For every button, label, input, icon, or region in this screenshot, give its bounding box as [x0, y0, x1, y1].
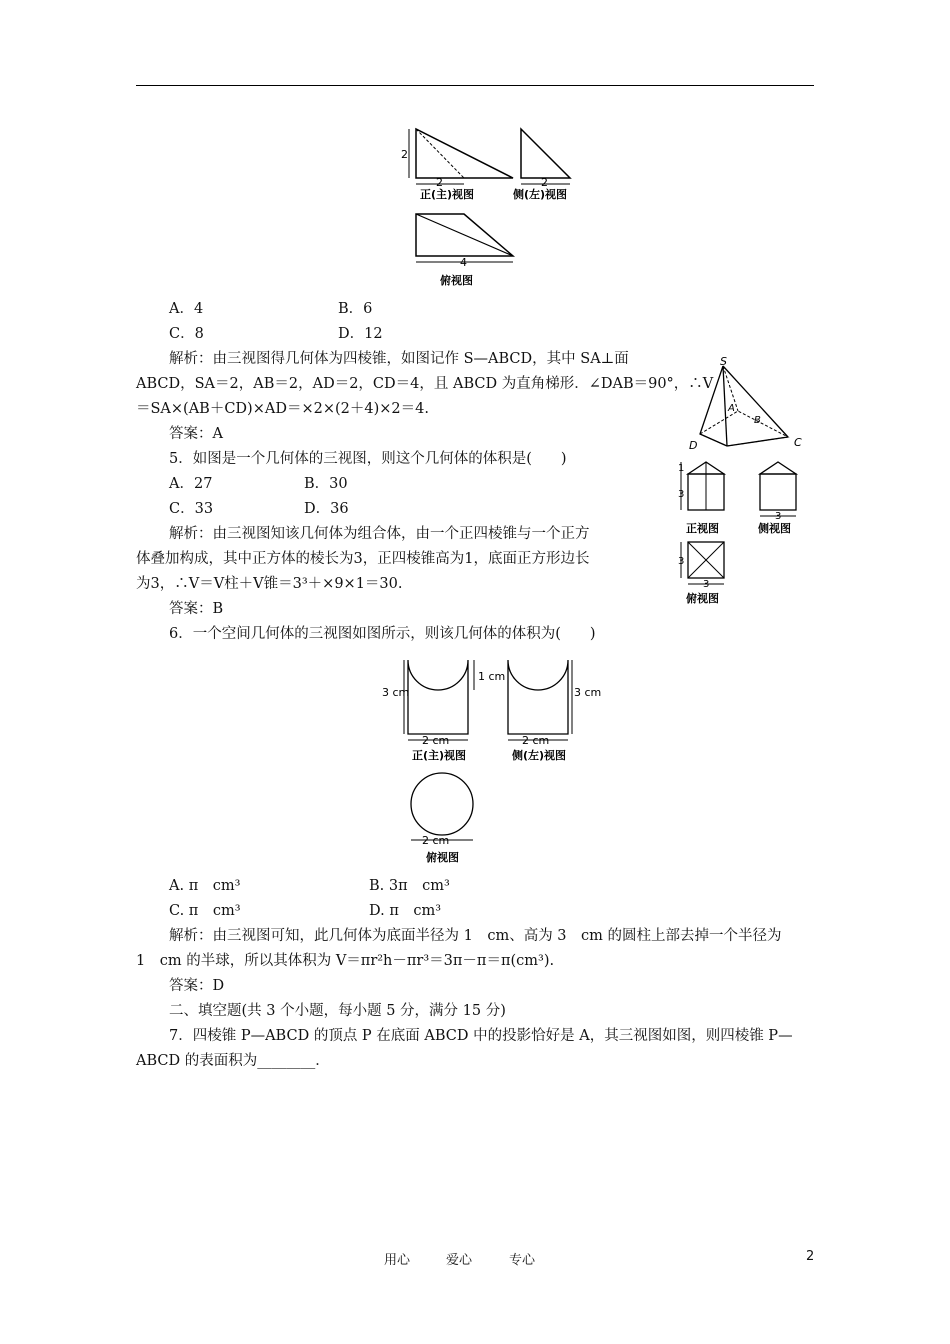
q5-option-d: D．36: [304, 501, 349, 517]
q7-line-2: ABCD 的表面积为________．: [136, 1053, 330, 1069]
q6-question: 6．一个空间几何体的三视图如图所示，则该几何体的体积为( ): [169, 626, 596, 642]
svg-text:2 cm: 2 cm: [422, 834, 450, 847]
q5-option-b: B．30: [304, 476, 348, 492]
svg-text:C: C: [794, 436, 802, 449]
q4-option-d: D．12: [338, 326, 383, 342]
svg-text:2: 2: [436, 176, 443, 189]
svg-text:1 cm: 1 cm: [478, 670, 506, 683]
q4-option-b: B．6: [338, 301, 373, 317]
svg-text:3: 3: [775, 511, 782, 522]
q5-question: 5．如图是一个几何体的三视图，则这个几何体的体积是( ): [169, 451, 567, 467]
svg-text:3: 3: [703, 579, 710, 590]
q4-three-view-figure: [400, 122, 590, 292]
page-number: 2: [806, 1249, 815, 1264]
q7-line-1: 7．四棱锥 P—ABCD 的顶点 P 在底面 ABCD 中的投影恰好是 A，其三视图如图，则四棱锥 P—: [169, 1028, 793, 1044]
q6-option-a: A. π cm³: [169, 878, 241, 894]
q5-solution-line-3: 为3，∴V＝V柱＋V锥＝3³＋×9×1＝30.: [136, 576, 403, 592]
svg-text:3 cm: 3 cm: [382, 686, 410, 699]
q4-solution-line-3: ＝SA×(AB＋CD)×AD＝×2×(2＋4)×2＝4.: [136, 401, 429, 417]
q4-solution-line-1: 解析：由三视图得几何体为四棱锥，如图记作 S—ABCD，其中 SA⊥面: [169, 351, 629, 367]
q6-solution-line-2: 1 cm 的半球，所以其体积为 V＝πr²h－πr³＝3π－π＝π(cm³).: [136, 953, 555, 969]
q5-three-view-figure: [676, 454, 816, 609]
q5-option-c: C．33: [169, 501, 214, 517]
svg-text:1: 1: [678, 463, 685, 474]
svg-text:3: 3: [678, 556, 685, 567]
q6-three-view-figure: [380, 654, 610, 869]
q6-solution-line-1: 解析：由三视图可知，此几何体为底面半径为 1 cm、高为 3 cm 的圆柱上部去掉一个半径为: [169, 928, 782, 944]
svg-text:4: 4: [460, 256, 467, 269]
footer-motto-3: 专心: [509, 1253, 536, 1268]
q4-answer: 答案：A: [169, 426, 223, 442]
svg-text:2: 2: [401, 148, 408, 161]
svg-text:俯视图: 俯视图: [440, 274, 473, 287]
q6-answer: 答案：D: [169, 978, 225, 994]
svg-text:D: D: [689, 439, 698, 452]
svg-text:侧视图: 侧视图: [758, 522, 791, 535]
q5-solution-line-1: 解析：由三视图知该几何体为组合体，由一个正四棱锥与一个正方: [169, 526, 590, 542]
svg-text:俯视图: 俯视图: [426, 851, 459, 864]
footer-motto-1: 用心: [384, 1253, 411, 1268]
svg-text:3 cm: 3 cm: [574, 686, 602, 699]
section-heading: 二、填空题(共 3 个小题，每小题 5 分，满分 15 分): [169, 1003, 506, 1019]
q6-option-c: C. π cm³: [169, 903, 241, 919]
q6-option-b: B. 3π cm³: [369, 878, 450, 894]
svg-text:2: 2: [541, 176, 548, 189]
q6-option-d: D. π cm³: [369, 903, 442, 919]
q5-solution-line-2: 体叠加构成，其中正方体的棱长为3，正四棱锥高为1，底面正方形边长: [136, 551, 590, 567]
svg-text:侧(左)视图: 侧(左)视图: [513, 188, 568, 201]
svg-text:3: 3: [678, 489, 685, 500]
svg-text:正视图: 正视图: [686, 522, 719, 535]
q5-option-a: A．27: [169, 476, 213, 492]
svg-text:A: A: [728, 403, 735, 414]
q5-answer: 答案：B: [169, 601, 224, 617]
svg-text:S: S: [720, 355, 727, 368]
svg-text:侧(左)视图: 侧(左)视图: [512, 749, 567, 762]
q4-pyramid-figure: [684, 354, 814, 454]
header-rule: [136, 85, 814, 86]
svg-text:B: B: [754, 415, 761, 426]
svg-text:正(主)视图: 正(主)视图: [412, 749, 467, 762]
q4-option-c: C．8: [169, 326, 204, 342]
svg-text:正(主)视图: 正(主)视图: [420, 188, 475, 201]
svg-text:2 cm: 2 cm: [422, 734, 450, 747]
q4-solution-line-2: ABCD，SA＝2，AB＝2，AD＝2，CD＝4，且 ABCD 为直角梯形．∠DAB＝90°，∴V: [136, 376, 714, 392]
footer-motto-2: 爱心: [446, 1253, 473, 1268]
svg-text:2 cm: 2 cm: [522, 734, 550, 747]
svg-text:俯视图: 俯视图: [686, 592, 719, 605]
q4-option-a: A．4: [169, 301, 204, 317]
